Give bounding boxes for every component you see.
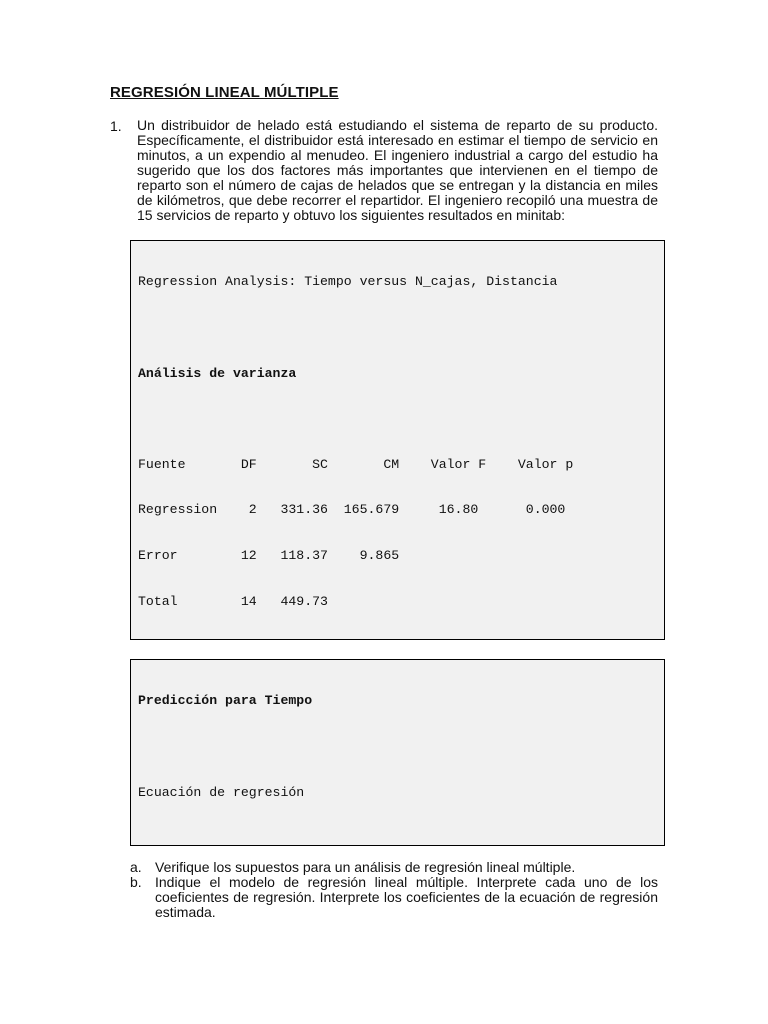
prediction-equation-title: Ecuación de regresión (138, 784, 305, 800)
question-item (130, 875, 658, 920)
problem-number: 1. (110, 118, 122, 134)
prediction-title: Predicción para Tiempo (138, 693, 313, 709)
anova-title: Análisis de varianza (138, 365, 297, 381)
minitab-prediction-output (130, 659, 665, 846)
question-text: Verifique los supuestos para un análisis de regresión lineal múltiple. (155, 859, 576, 875)
page-title: REGRESIÓN LINEAL MÚLTIPLE (110, 84, 339, 101)
anova-row: Error 12 118.37 9.865 (138, 547, 400, 563)
analysis-header: Regression Analysis: Tiempo versus N_cajas, Distancia (138, 274, 558, 290)
anova-header: Fuente DF SC CM Valor F Valor p (138, 456, 574, 472)
question-letter: a. (130, 859, 142, 875)
anova-row: Regression 2 331.36 165.679 16.80 0.000 (138, 502, 566, 518)
minitab-regression-output (130, 240, 665, 640)
question-item (130, 860, 658, 875)
question-text: Indique el modelo de regresión lineal múltiple. Interprete cada uno de los coeficientes de regresión. Interprete los coeficientes de la ecuación de regresión estimada. (155, 874, 658, 920)
question-letter: b. (130, 874, 142, 890)
anova-row: Total 14 449.73 (138, 593, 328, 609)
question-list (130, 860, 658, 920)
problem-statement: Un distribuidor de helado está estudiando el sistema de reparto de su producto. Específicamente, el distribuidor está interesado en estimar el tiempo de servicio en minutos, a un expendio al menudeo. El ingeniero industrial a cargo del estudio ha sugerido que los dos factores más importantes que intervienen en el tiempo de reparto son el número de cajas de helados que se entregan y la distancia en miles de kilómetros, que debe recorrer el repartidor. El ingeniero recopiló una muestra de 15 servicios de reparto y obtuvo los siguientes resultados en minitab: (137, 117, 658, 223)
